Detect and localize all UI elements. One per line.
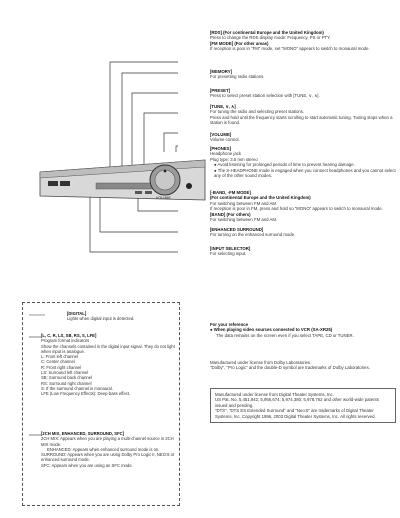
volume-knob-label: VOLUME: [156, 196, 171, 200]
rds-heading: [RDS] (For continental Europe and the United Kingdom): [210, 30, 324, 35]
annotation-memory: [MEMORY] For presetting radio stations.: [210, 69, 265, 80]
annotation-preset: [PRESET] Press to select preset station selection with [TUNE, ∨, ∧].: [210, 88, 320, 99]
annotation-tune: [TUNE, ∨, ∧] For tuning the radio and selecting preset stations. Press and hold until the frequency starts scrolling to start automatic tuning. Tuning stops when a station is found.: [210, 104, 393, 126]
annotation-enhanced-surround: [ENHANCED SURROUND] For turning on the enhanced surround mode.: [210, 227, 296, 238]
front-panel-illustration: [0, 0, 210, 300]
section-mode-indicators: [2CH MIX, ENHANCED, SURROUND, SFC] 2CH MIX: Appears when you are playing a multi-channel source in 2CH MIX mode. ENHANCED: Appears when enhanced surround mode is on. SURROUND: Appears when you are using Dolby Pro Logic II, NEO:6 or enhanced surround mode. SFC: Appears when you are using an SFC mode.: [41, 431, 175, 468]
annotation-phones: [PHONES] Headphone jack Plug type: 3.5 mm stereo ● Avoid listening for prolonged periods of time to prevent hearing damage. ● The S-HEADPHONE mode is engaged when you connect headphones and you cannot select any of the other sound modes.: [210, 146, 396, 179]
dts-license-box: Manufactured under license from Digital Theater Systems, Inc. US Pat. No. 5,451,942; 5,956,674; 5,974,380; 5,978,762 and other world-wide patents issued and pending. "DTS", "DTS ES Extended Surround" and "Neo:6" are trademarks of Digital Theater Systems, Inc. Copyright 1996, 2003 Digital Theater Systems, Inc. All rights reserved.: [210, 388, 396, 423]
annotation-band: [-BAND, -FM MODE] (For continental Europe and the United Kingdom) For switching between FM and AM. If reception is poor in FM, press and hold so "MONO" appears to switch to monaural mode. [BAND] (For others) For switching between FM and AM.: [210, 190, 383, 223]
annotation-rds: [RDS] (For continental Europe and the United Kingdom) Press to change the RDS display mode: Frequency, PS or PTY. [FM MODE] (For other areas) If reception is poor in "FM" mode, set "MONO" appears to switch to monaural mode.: [210, 30, 396, 52]
display-leader-lines: [25, 303, 45, 503]
annotation-input-selector: [INPUT SELECTOR] For selecting input.: [210, 246, 251, 257]
section-channels: [L, C, R, LS, SB, RS, S, LFE] Program format indicators Show the channels contained in the digital input signal. They do not light when input is analogue. L: Front left channel C: Center channel R: Front right channel LS: Surround left channel SB: Surround back channel RS: Surround right channel S: If the surround channel is monaural. LFE (Low Frequency Effects): Deep-bass effect.: [41, 333, 175, 397]
device-drawing: [0, 0, 210, 300]
annotation-volume: [VOLUME] Volume control.: [210, 132, 240, 143]
section-digital: [DIGITAL] Lights when digital input is detected.: [67, 311, 135, 322]
dolby-trademark-note: Manufactured under license from Dolby Laboratories. "Dolby", "Pro Logic" and the double-D symbol are trademarks of Dolby Laboratories.: [210, 360, 370, 371]
reference-note: For your reference ● When playing video sources connected to VCR (SA-XR25) The data remains on the screen even if you select TAPE, CD or TUNER.: [210, 322, 354, 338]
fm-mode-heading: [FM MODE] (For other areas): [210, 40, 269, 46]
display-indicators-box: [22, 302, 180, 506]
